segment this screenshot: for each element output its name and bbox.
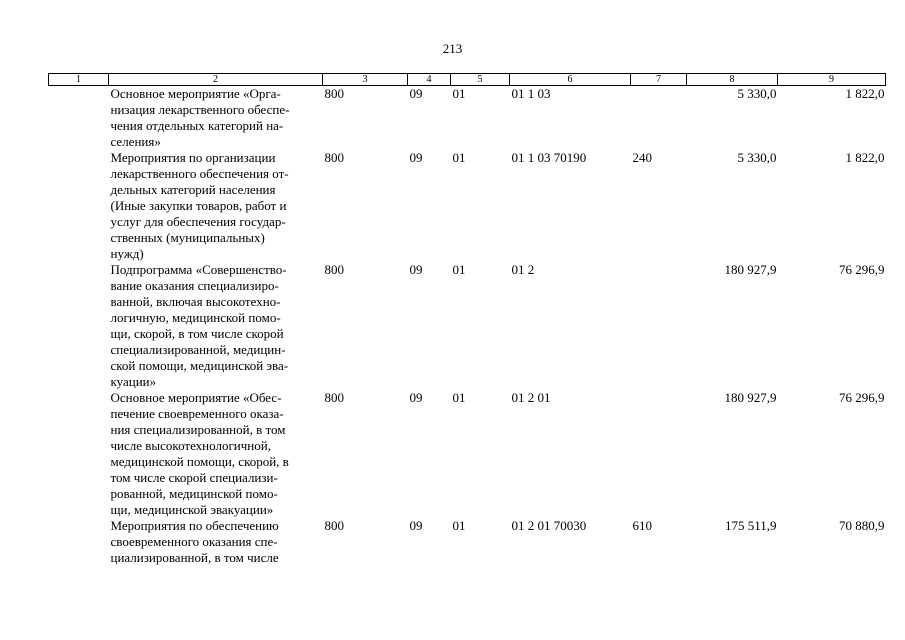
cell-col-1 bbox=[49, 518, 109, 566]
cell-target-article: 01 1 03 bbox=[511, 86, 551, 101]
cell-name bbox=[109, 390, 323, 518]
table-header bbox=[49, 74, 886, 86]
table-row bbox=[49, 262, 886, 390]
name-line: медицинской помощи, скорой, в bbox=[110, 454, 289, 469]
cell-amount-plan: 180 927,9 bbox=[724, 390, 777, 405]
name-line: чения отдельных категорий на- bbox=[110, 118, 284, 133]
cell-target-article: 01 2 01 70030 bbox=[511, 518, 587, 533]
cell-amount-plan: 5 330,0 bbox=[737, 86, 777, 101]
table-row bbox=[49, 390, 886, 518]
cell-expense-type: 610 bbox=[632, 518, 652, 533]
cell-amount-actual: 70 880,9 bbox=[839, 518, 885, 533]
name-line: циализированной, в том числе bbox=[110, 550, 279, 565]
column-header-5: 5 bbox=[451, 74, 510, 86]
table-row bbox=[49, 86, 886, 151]
name-line: печение своевременного оказа- bbox=[110, 406, 284, 421]
cell-amount-plan: 180 927,9 bbox=[724, 262, 777, 277]
cell-subsection-code: 01 bbox=[452, 262, 466, 277]
name-line: рованной, медицинской помо- bbox=[110, 486, 278, 501]
cell-name bbox=[109, 518, 323, 566]
name-line: щи, скорой, в том числе скорой bbox=[110, 326, 284, 341]
column-header-2: 2 bbox=[109, 74, 323, 86]
name-line: том числе скорой специализи- bbox=[110, 470, 278, 485]
cell-section-code: 09 bbox=[409, 518, 423, 533]
name-line: ской помощи, медицинской эва- bbox=[110, 358, 289, 373]
cell-section-code: 09 bbox=[409, 390, 423, 405]
cell-ministry-code: 800 bbox=[324, 262, 344, 277]
name-line: Подпрограмма «Совершенство- bbox=[110, 262, 287, 277]
cell-name bbox=[109, 262, 323, 390]
name-line: Основное мероприятие «Обес- bbox=[110, 390, 282, 405]
column-header-4: 4 bbox=[408, 74, 451, 86]
cell-expense-type bbox=[631, 390, 687, 518]
cell-amount-plan: 175 511,9 bbox=[724, 518, 777, 533]
cell-amount-plan: 5 330,0 bbox=[737, 150, 777, 165]
name-line: числе высокотехнологичной, bbox=[110, 438, 271, 453]
cell-col-1 bbox=[49, 86, 109, 151]
name-line: логичную, медицинской помо- bbox=[110, 310, 281, 325]
cell-col-1 bbox=[49, 150, 109, 262]
name-line: селения» bbox=[110, 134, 161, 149]
name-line: низация лекарственного обеспе- bbox=[110, 102, 290, 117]
cell-subsection-code: 01 bbox=[452, 86, 466, 101]
cell-subsection-code: 01 bbox=[452, 518, 466, 533]
cell-subsection-code: 01 bbox=[452, 390, 466, 405]
name-line: дельных категорий населения bbox=[110, 182, 276, 197]
column-header-3: 3 bbox=[323, 74, 408, 86]
cell-name bbox=[109, 86, 323, 151]
column-header-9: 9 bbox=[778, 74, 886, 86]
name-line: специализированной, медицин- bbox=[110, 342, 286, 357]
column-header-7: 7 bbox=[631, 74, 687, 86]
name-line: Основное мероприятие «Орга- bbox=[110, 86, 281, 101]
column-header-8: 8 bbox=[687, 74, 778, 86]
name-line: ственных (муниципальных) bbox=[110, 230, 265, 245]
name-line: нужд) bbox=[110, 246, 144, 261]
cell-expense-type: 240 bbox=[632, 150, 652, 165]
name-line: щи, медицинской эвакуации» bbox=[110, 502, 274, 517]
cell-ministry-code: 800 bbox=[324, 518, 344, 533]
cell-ministry-code: 800 bbox=[324, 86, 344, 101]
cell-subsection-code: 01 bbox=[452, 150, 466, 165]
column-header-1: 1 bbox=[49, 74, 109, 86]
cell-amount-actual: 76 296,9 bbox=[839, 262, 885, 277]
name-line: Мероприятия по обеспечению bbox=[110, 518, 279, 533]
cell-section-code: 09 bbox=[409, 150, 423, 165]
page-number: 213 bbox=[442, 41, 463, 56]
cell-col-1 bbox=[49, 262, 109, 390]
cell-amount-actual: 1 822,0 bbox=[845, 86, 885, 101]
name-line: услуг для обеспечения государ- bbox=[110, 214, 286, 229]
table-row bbox=[49, 150, 886, 262]
cell-target-article: 01 2 bbox=[511, 262, 535, 277]
cell-ministry-code: 800 bbox=[324, 150, 344, 165]
name-line: вание оказания специализиро- bbox=[110, 278, 279, 293]
column-header-6: 6 bbox=[510, 74, 631, 86]
name-line: ванной, включая высокотехно- bbox=[110, 294, 281, 309]
name-line: (Иные закупки товаров, работ и bbox=[110, 198, 287, 213]
name-line: Мероприятия по организации bbox=[110, 150, 276, 165]
cell-expense-type bbox=[631, 262, 687, 390]
cell-amount-actual: 76 296,9 bbox=[839, 390, 885, 405]
name-line: лекарственного обеспечения от- bbox=[110, 166, 289, 181]
cell-amount-actual: 1 822,0 bbox=[845, 150, 885, 165]
name-line: куации» bbox=[110, 374, 157, 389]
cell-ministry-code: 800 bbox=[324, 390, 344, 405]
cell-target-article: 01 1 03 70190 bbox=[511, 150, 587, 165]
name-line: своевременного оказания спе- bbox=[110, 534, 278, 549]
cell-name bbox=[109, 150, 323, 262]
cell-expense-type bbox=[631, 86, 687, 151]
cell-section-code: 09 bbox=[409, 86, 423, 101]
cell-col-1 bbox=[49, 390, 109, 518]
header-row bbox=[49, 74, 886, 86]
name-line: ния специализированной, в том bbox=[110, 422, 286, 437]
cell-target-article: 01 2 01 bbox=[511, 390, 551, 405]
cell-section-code: 09 bbox=[409, 262, 423, 277]
table-body bbox=[49, 86, 886, 567]
table-row bbox=[49, 518, 886, 566]
budget-table bbox=[48, 73, 886, 566]
